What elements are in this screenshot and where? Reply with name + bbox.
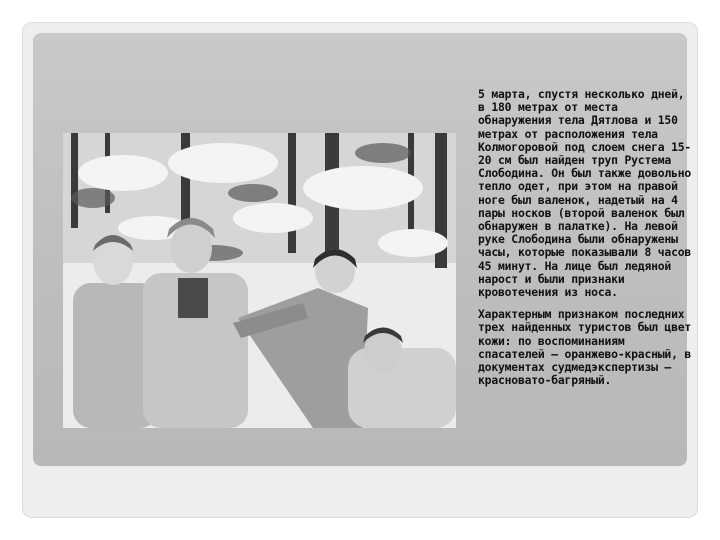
paragraph-skin-color: Характерным признаком последних трех найденных туристов был цвет кожи: по воспоминаниям спасателей — оранжево-красный, в документах судмедэкспертизы — красновато-багряный.	[478, 307, 692, 388]
paragraph-slobodin-discovery: 5 марта, спустя несколько дней, в 180 метрах от места обнаружения тела Дятлова и 150 метрах от расположения тела Колмогоровой под слоем снега 15-20 см был найден труп Рустема Слободина. Он был также довольно тепло одет, при этом на правой ноге был валенок, надетый на 4 пары носков (второй валенок был обнаружен в палатке). На левой руке Слободина были обнаружены часы, которые показывали 8 часов 45 минут. На лице был ледяной нарост и были признаки кровотечения из носа.	[478, 87, 692, 300]
photo-drawing	[63, 133, 456, 428]
slide-panel	[33, 33, 692, 466]
black-white-group-photo	[63, 133, 456, 428]
text-column	[478, 88, 696, 387]
